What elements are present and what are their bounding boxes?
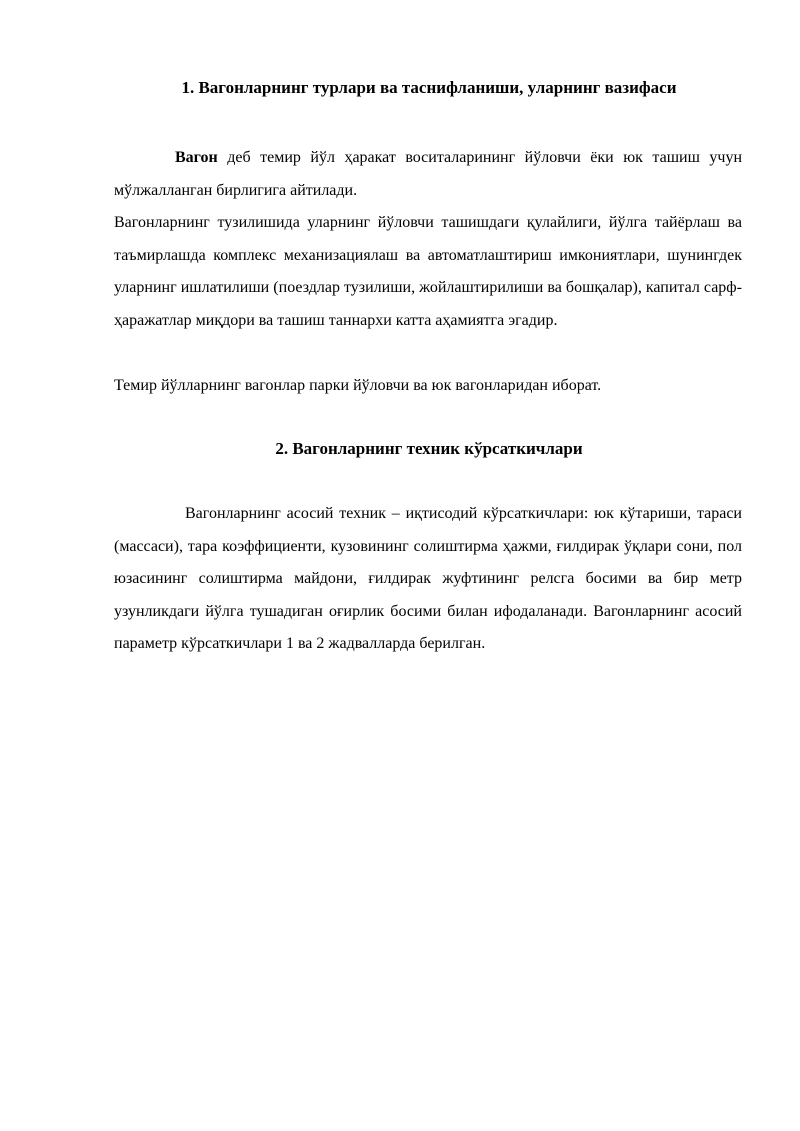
section-1-title: 1. Вагонларнинг турлари ва таснифланиши, уларнинг вазифаси bbox=[181, 78, 677, 97]
definition-term: Вагон bbox=[175, 149, 218, 166]
definition-paragraph bbox=[114, 142, 742, 207]
section-2-title: 2. Вагонларнинг техник кўрсаткичлари bbox=[275, 439, 583, 458]
fleet-paragraph: Темир йўлларнинг вагонлар парки йўловчи ва юк вагонларидан иборат. bbox=[114, 377, 602, 394]
definition-text: деб темир йўл ҳаракат воситаларининг йўловчи ёки юк ташиш учун мўлжалланган бирлигига айтилади. bbox=[114, 149, 742, 199]
design-paragraph: Вагонларнинг тузилишида уларнинг йўловчи ташишдаги қулайлиги, йўлга тайёрлаш ва таъмирлашда комплекс механизациялаш ва автоматлаштириш имкониятлари, шунингдек уларнинг ишлатилиши (поездлар тузилиши, жойлаштирилиши ва бошқалар), капитал сарф-ҳаражатлар миқдори ва ташиш таннархи катта аҳамиятга эгадир. bbox=[114, 214, 742, 329]
indicators-paragraph: Вагонларнинг асосий техник – иқтисодий кўрсаткичлари: юк кўтариши, тараси (массаси), тара коэффициенти, кузовининг солиштирма ҳажми, ғилдирак ўқлари сони, пол юзасининг солиштирма майдони, ғилдирак жуфтининг релсга босими ва бир метр узунликдаги йўлга тушадиган оғирлик босими билан ифодаланади. Вагонларнинг асосий параметр кўрсаткичлари 1 ва 2 жадвалларда берилган. bbox=[114, 505, 742, 653]
